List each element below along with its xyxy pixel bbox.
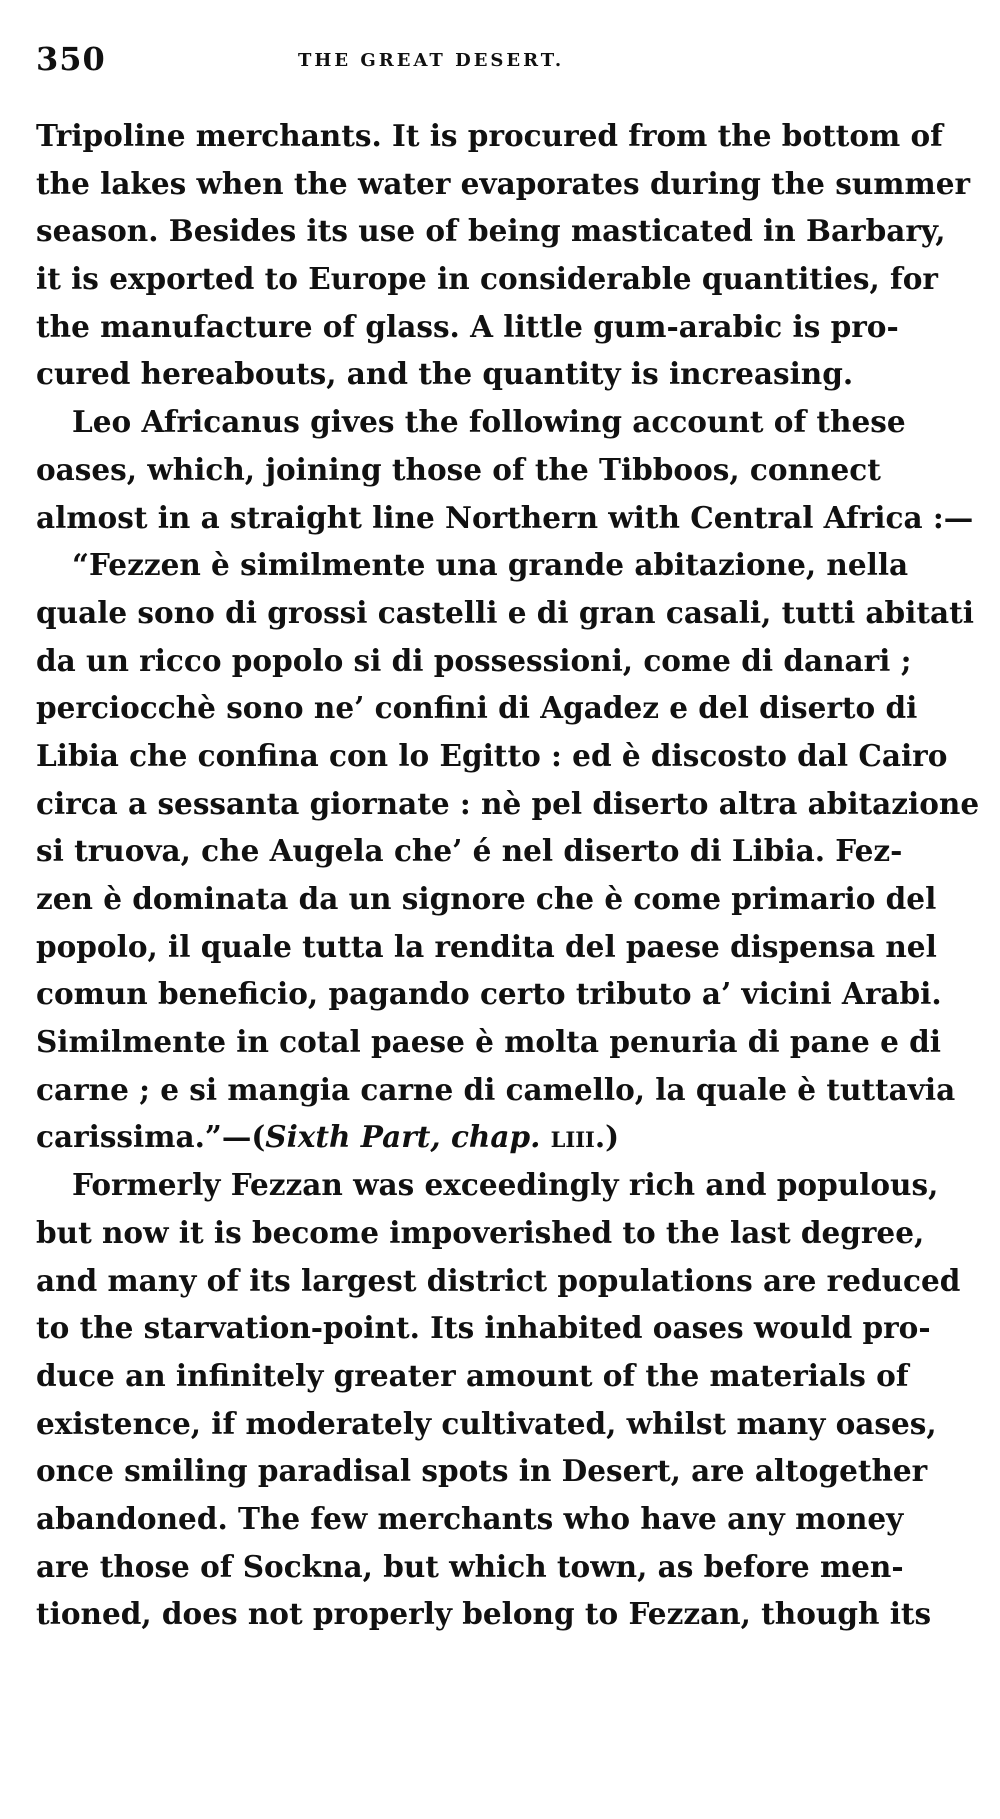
text-line: season. Besides its use of being masticated in Barbary,: [36, 213, 946, 249]
text-line: the manufacture of glass. A little gum-arabic is pro-: [36, 308, 899, 344]
text-line: almost in a straight line Northern with Central Africa :—: [36, 499, 974, 535]
text-line: zen è dominata da un signore che è come primario del: [36, 881, 937, 916]
text-line: “Fezzen è similmente una grande abitazione, nella: [72, 547, 909, 583]
text-line: carne ; e si mangia carne di camello, la quale è tuttavia: [36, 1071, 956, 1107]
text-line: existence, if moderately cultivated, whilst many oases,: [36, 1405, 937, 1441]
text-line: Formerly Fezzan was exceedingly rich and populous,: [72, 1167, 939, 1203]
text-line: but now it is become impoverished to the last degree,: [36, 1214, 925, 1250]
text-line: it is exported to Europe in considerable quantities, for: [36, 261, 938, 297]
text-line: Leo Africanus gives the following account of these: [72, 404, 906, 440]
text-line: Tripoline merchants. It is procured from the bottom of: [36, 118, 943, 153]
text-line: to the starvation-point. Its inhabited oases would pro-: [36, 1310, 931, 1346]
text-line: circa a sessanta giornate : nè pel diserto altra abitazione: [36, 785, 980, 821]
citation-lead: carissima.”—(: [36, 1119, 266, 1155]
body-text: [36, 112, 980, 1638]
text-line: da un ricco popolo si di possessioni, come di danari ;: [36, 642, 912, 678]
citation-line: [36, 1113, 836, 1161]
text-line: comun beneficio, pagando certo tributo a’ vicini Arabi.: [36, 976, 942, 1012]
text-line: oases, which, joining those of the Tibboos, connect: [36, 451, 881, 487]
text-line: si truova, che Augela che’ é nel diserto di Libia. Fez-: [36, 833, 903, 869]
text-line: quale sono di grossi castelli e di gran casali, tutti abitati: [36, 594, 974, 630]
running-title: THE GREAT DESERT.: [298, 50, 565, 71]
text-line: duce an infinitely greater amount of the materials of: [36, 1357, 909, 1393]
text-line: popolo, il quale tutta la rendita del paese dispensa nel: [36, 928, 937, 964]
text-line: are those of Sockna, but which town, as before men-: [36, 1548, 904, 1584]
text-line: Libia che confina con lo Egitto : ed è discosto dal Cairo: [36, 737, 948, 773]
text-line: once smiling paradisal spots in Desert, are altogether: [36, 1453, 928, 1489]
text-line: Similmente in cotal paese è molta penuria di pane e di: [36, 1024, 941, 1060]
text-line: perciocchè sono ne’ confini di Agadez e del diserto di: [36, 690, 918, 726]
text-line: and many of its largest district populations are reduced: [36, 1262, 961, 1298]
text-line: abandoned. The few merchants who have any money: [36, 1500, 904, 1536]
citation-work: Sixth Part, chap.: [265, 1119, 541, 1155]
citation-numeral: liii: [540, 1119, 595, 1155]
page-number: 350: [36, 40, 106, 78]
citation-close: .): [594, 1119, 620, 1155]
text-line: tioned, does not properly belong to Fezzan, though its: [36, 1596, 932, 1632]
text-line: cured hereabouts, and the quantity is increasing.: [36, 356, 854, 392]
text-line: the lakes when the water evaporates during the summer: [36, 165, 971, 201]
page-header: [36, 40, 856, 90]
